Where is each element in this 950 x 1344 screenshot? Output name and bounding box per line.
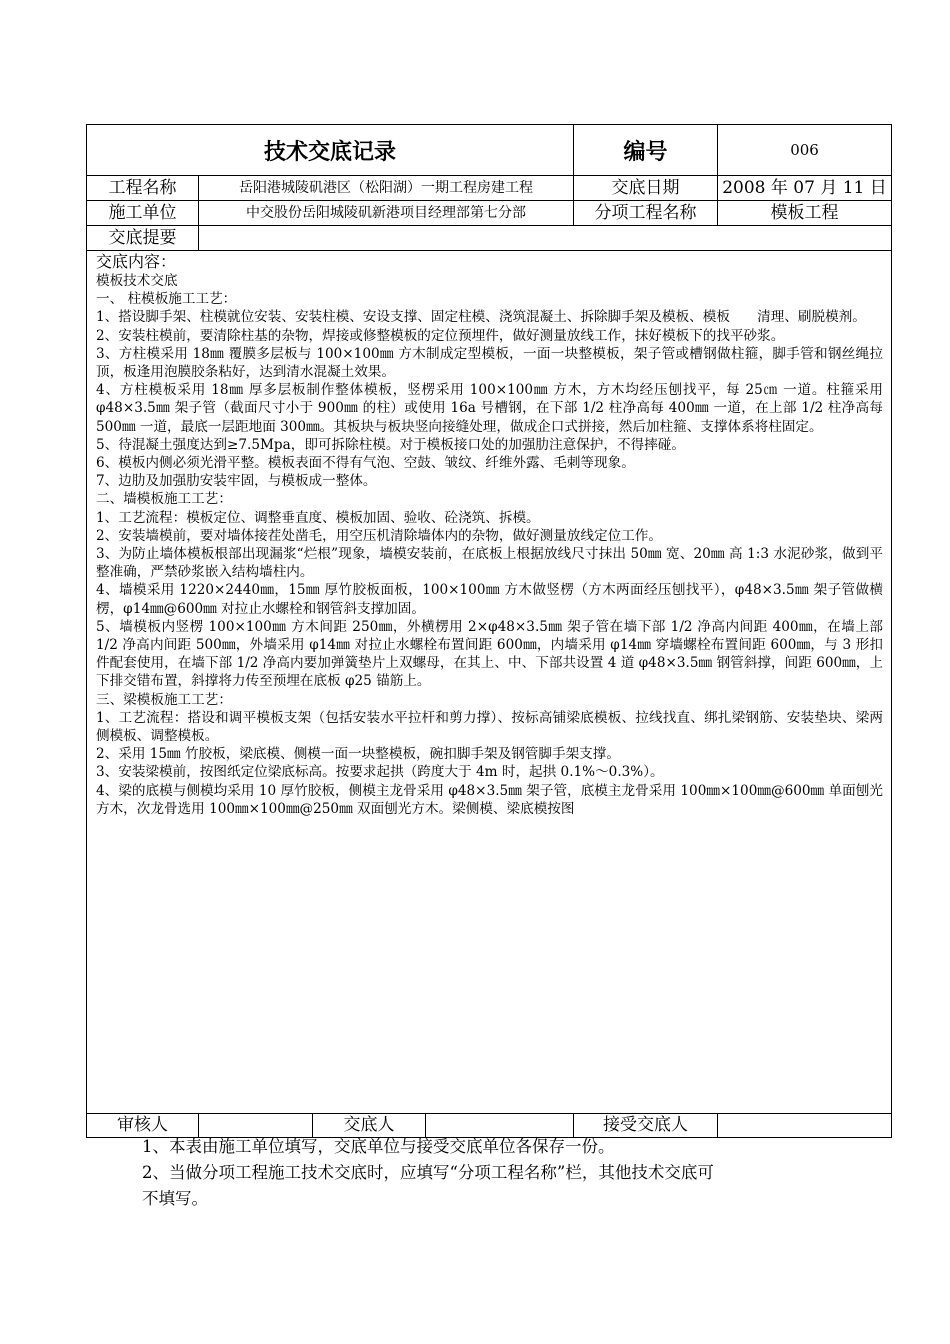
content-paragraph: 4、梁的底模与侧模均采用 10 厚竹胶板，侧模主龙骨采用 φ48×3.5㎜ 架子管，底模主龙骨采用 100㎜×100㎜@600㎜ 单面刨光方木，次龙骨选用 100㎜×100㎜@250㎜ 双面刨光方木。梁侧模、梁底模按图	[96, 782, 884, 817]
number-value: 006	[718, 125, 892, 176]
subproject-label: 分项工程名称	[574, 201, 718, 226]
content-paragraph: 二、墙模板施工工艺：	[96, 491, 232, 508]
project-name-label: 工程名称	[87, 176, 199, 201]
content-paragraph: 7、边肋及加强肋安装牢固，与模板成一整体。	[96, 473, 377, 490]
content-row	[87, 251, 892, 1114]
number-label: 编号	[574, 125, 718, 176]
receiver-label: 接受交底人	[574, 1114, 718, 1138]
summary-row	[87, 226, 892, 251]
content-paragraph: 6、模板内侧必须光滑平整。模板表面不得有气泡、空鼓、皱纹、纤维外露、毛刺等现象。	[96, 455, 635, 472]
footnotes	[142, 1134, 842, 1212]
content-paragraph: 1、搭设脚手架、柱模就位安装、安装柱模、安设支撑、固定柱模、浇筑混凝土、拆除脚手架及模板、模板 清理、刷脱模剂。	[96, 309, 866, 326]
footnote-line: 不填写。	[142, 1189, 208, 1208]
content-paragraphs	[96, 272, 883, 818]
tech-briefing-form	[86, 124, 892, 1138]
content-paragraph: 5、待混凝土强度达到≥7.5Mpa，即可拆除柱模。对于模板接口处的加强肋注意保护，不得摔碰。	[96, 436, 685, 453]
content-paragraph: 2、安装墙模前，要对墙体接茬处凿毛，用空压机清除墙体内的杂物，做好测量放线定位工作。	[96, 527, 662, 544]
date-label: 交底日期	[574, 176, 718, 201]
footnote-line: 1、本表由施工单位填写，交底单位与接受交底单位各保存一份。	[142, 1137, 615, 1156]
content-paragraph: 2、采用 15㎜ 竹胶板，梁底模、侧模一面一块整模板，碗扣脚手架及钢管脚手架支撑。	[96, 746, 620, 763]
content-paragraph: 5、墙模板内竖楞 100×100㎜ 方木间距 250㎜，外横楞用 2×φ48×3.5㎜ 架子管在墙下部 1/2 净高内间距 400㎜，在墙上部 1/2 净高内间距 500㎜，外墙采用 φ14㎜ 对拉止水螺栓布置间距 600㎜，内墙采用 φ14㎜ 穿墙螺栓布置间距 600㎜，与 3 形扣件配套使用，在墙下部 1/2 净高内要加弹簧垫片上双螺母，在其上、中、下部共设置 4 道 φ48×3.5㎜ 钢管斜撑，间距 600㎜，上下排交错布置，斜撑将力传至预埋在底板 φ25 锚筋上。	[96, 618, 884, 690]
content-paragraph: 一、 柱模板施工工艺：	[96, 291, 237, 308]
content-paragraph: 三、梁模板施工工艺：	[96, 691, 232, 708]
content-paragraph: 1、工艺流程：模板定位、调整垂直度、模板加固、验收、砼浇筑、拆模。	[96, 509, 540, 526]
content-heading: 交底内容：	[96, 252, 177, 271]
project-name-value: 岳阳港城陵矶港区（松阳湖）一期工程房建工程	[199, 176, 574, 201]
header-row	[87, 125, 892, 176]
summary-label: 交底提要	[87, 226, 199, 251]
project-row	[87, 176, 892, 201]
contractor-row	[87, 201, 892, 226]
presenter-label: 交底人	[313, 1114, 426, 1138]
summary-value	[199, 226, 892, 251]
content-paragraph: 4、墙模采用 1220×2440㎜，15㎜ 厚竹胶板面板，100×100㎜ 方木做竖楞（方木两面经压刨找平），φ48×3.5㎜ 架子管做横楞，φ14㎜@600㎜ 对拉止水螺栓和钢管斜支撑加固。	[96, 582, 884, 617]
date-value: 2008 年 07 月 11 日	[718, 176, 892, 201]
content-paragraph: 4、方柱模板采用 18㎜ 厚多层板制作整体模板，竖楞采用 100×100㎜ 方木，方木均经压刨找平，每 25㎝ 一道。柱箍采用 φ48×3.5㎜ 架子管（截面尺寸小于 900㎜ 的柱）或使用 16a 号槽钢，在下部 1/2 柱净高每 400㎜ 一道，在上部 1/2 柱净高每 500㎜ 一道，最底一层距地面 300㎜。其板块与板块竖向接缝处理，做成企口式拼接，然后加柱箍、支撑体系将柱固定。	[96, 382, 884, 435]
subproject-value: 模板工程	[718, 201, 892, 226]
content-paragraph: 3、安装梁模前，按图纸定位梁底标高。按要求起拱（跨度大于 4m 时，起拱 0.1%～0.3%）。	[96, 764, 664, 781]
content-cell	[87, 251, 892, 1114]
form-title: 技术交底记录	[87, 125, 574, 176]
content-paragraph: 3、方柱模采用 18㎜ 覆膜多层板与 100×100㎜ 方木制成定型模板，一面一块整模板，架子管或槽钢做柱箍，脚手管和钢丝绳拉顶，板逢用泡膜胶条粘好，达到清水混凝土效果。	[96, 345, 884, 381]
content-paragraph: 2、安装柱模前，要清除柱基的杂物，焊接或修整模板的定位预埋件，做好测量放线工作，抹好模板下的找平砂浆。	[96, 327, 785, 344]
footnote-line: 2、当做分项工程施工技术交底时，应填写“分项工程名称”栏，其他技术交底可	[142, 1163, 714, 1182]
content-paragraph: 模板技术交底	[96, 273, 178, 289]
contractor-value: 中交股份岳阳城陵矶新港项目经理部第七分部	[199, 201, 574, 226]
contractor-label: 施工单位	[87, 201, 199, 226]
content-paragraph: 1、工艺流程：搭设和调平模板支架（包括安装水平拉杆和剪力撑）、按标高铺梁底模板、拉线找直、绑扎梁钢筋、安装垫块、梁两侧模板、调整模板。	[96, 709, 884, 745]
reviewer-label: 审核人	[87, 1114, 199, 1138]
content-body	[87, 251, 891, 818]
content-paragraph: 3、为防止墙体模板根部出现漏浆“烂根”现象，墙模安装前，在底板上根据放线尺寸抹出 50㎜ 宽、20㎜ 高 1:3 水泥砂浆，做到平整准确，严禁砂浆嵌入结构墙柱内。	[96, 546, 884, 581]
